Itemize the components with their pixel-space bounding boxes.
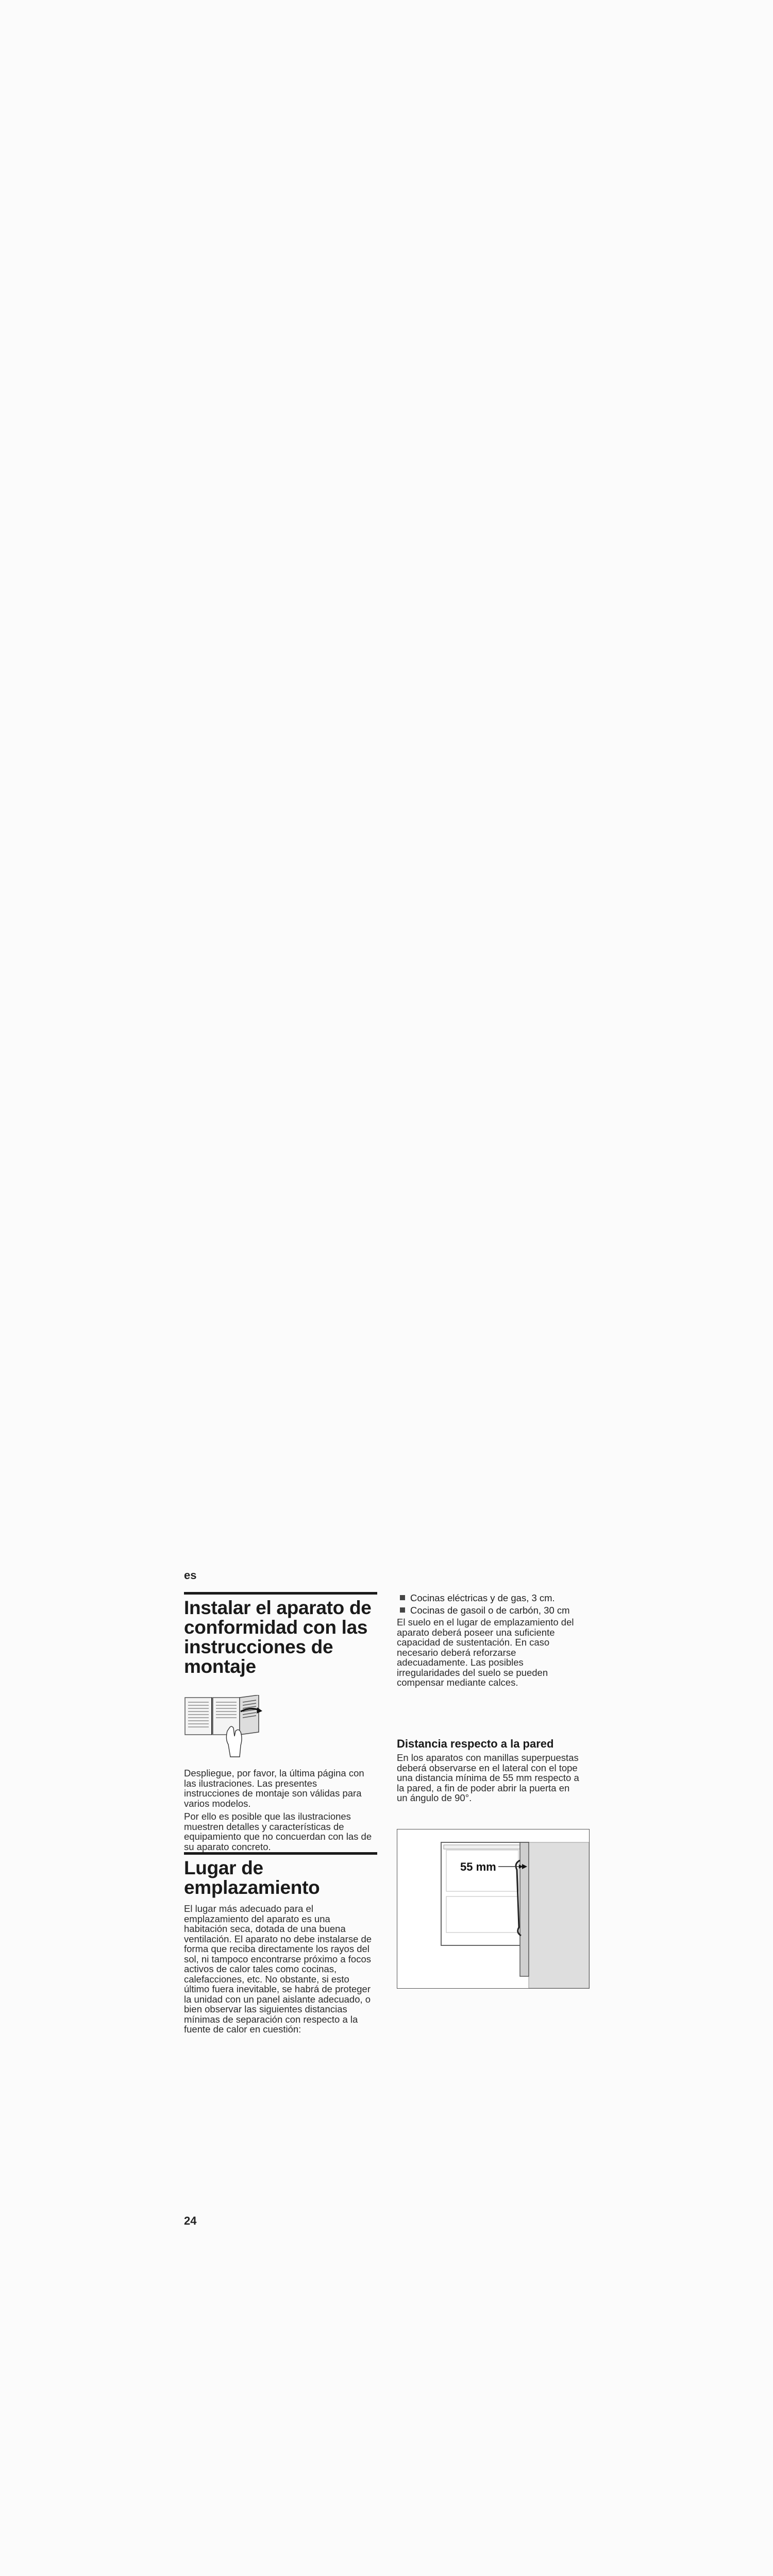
wall-distance-text — [397, 1753, 582, 1806]
bullet-icon — [400, 1595, 405, 1600]
floor-paragraph: El suelo en el lugar de emplazamiento del aparato deberá poseer una suficiente capacidad de sustentación. En caso necesario deberá reforzarse adecuadamente. Las posibles irregularidades del suelo se pueden compensar mediante calces. — [397, 1617, 574, 1688]
page-number: 24 — [184, 2214, 197, 2227]
bullet-icon — [400, 1607, 405, 1613]
install-heading: Instalar el aparato de conformidad con las instrucciones de montaje — [184, 1597, 372, 1677]
section-rule-location — [184, 1852, 377, 1855]
install-paragraph-1: Despliegue, por favor, la última página con las ilustraciones. Las presentes instrucciones de montaje son válidas para varios modelos. — [184, 1768, 364, 1809]
location-paragraph: El lugar más adecuado para el emplazamiento del aparato es una habitación seca, dotada de una buena ventilación. El aparato no debe instalarse de forma que reciba directamente los rayos del sol, ni tampoco encontrarse próximo a focos activos de calor tales como cocinas, calefacciones, etc. No obstante, si esto último fuera inevitable, se habrá de proteger la unidad con un panel aislante adecuado, o bien observar las siguientes distancias mínimas de separación con respecto a la fuente de calor en cuestión: — [184, 1903, 372, 2035]
install-paragraph-2: Por ello es posible que las ilustraciones muestren detalles y características de equipamiento que no concuerdan con las de su aparato concreto. — [184, 1811, 372, 1852]
language-tag: es — [184, 1569, 197, 1582]
distances-list — [397, 1593, 589, 1615]
location-heading: Lugar de emplazamiento — [184, 1857, 320, 1898]
wall-distance-figure — [397, 1829, 590, 1989]
wall-distance-heading: Distancia respecto a la pared — [397, 1737, 554, 1750]
list-item: Cocinas eléctricas y de gas, 3 cm. — [397, 1593, 589, 1603]
install-text — [184, 1768, 375, 1855]
wall-distance-paragraph: En los aparatos con manillas superpuestas deberá observarse en el lateral con el tope una distancia mínima de 55 mm respecto a la pared, a fin de poder abrir la puerta en un ángulo de 90°. — [397, 1752, 579, 1803]
distance-label: 55 mm — [458, 1860, 498, 1874]
instructions-illustration — [184, 1695, 266, 1759]
distances-list-block — [397, 1593, 589, 1691]
section-rule-install — [184, 1592, 377, 1595]
location-text — [184, 1904, 376, 2038]
list-item: Cocinas de gasoil o de carbón, 30 cm — [397, 1605, 589, 1616]
